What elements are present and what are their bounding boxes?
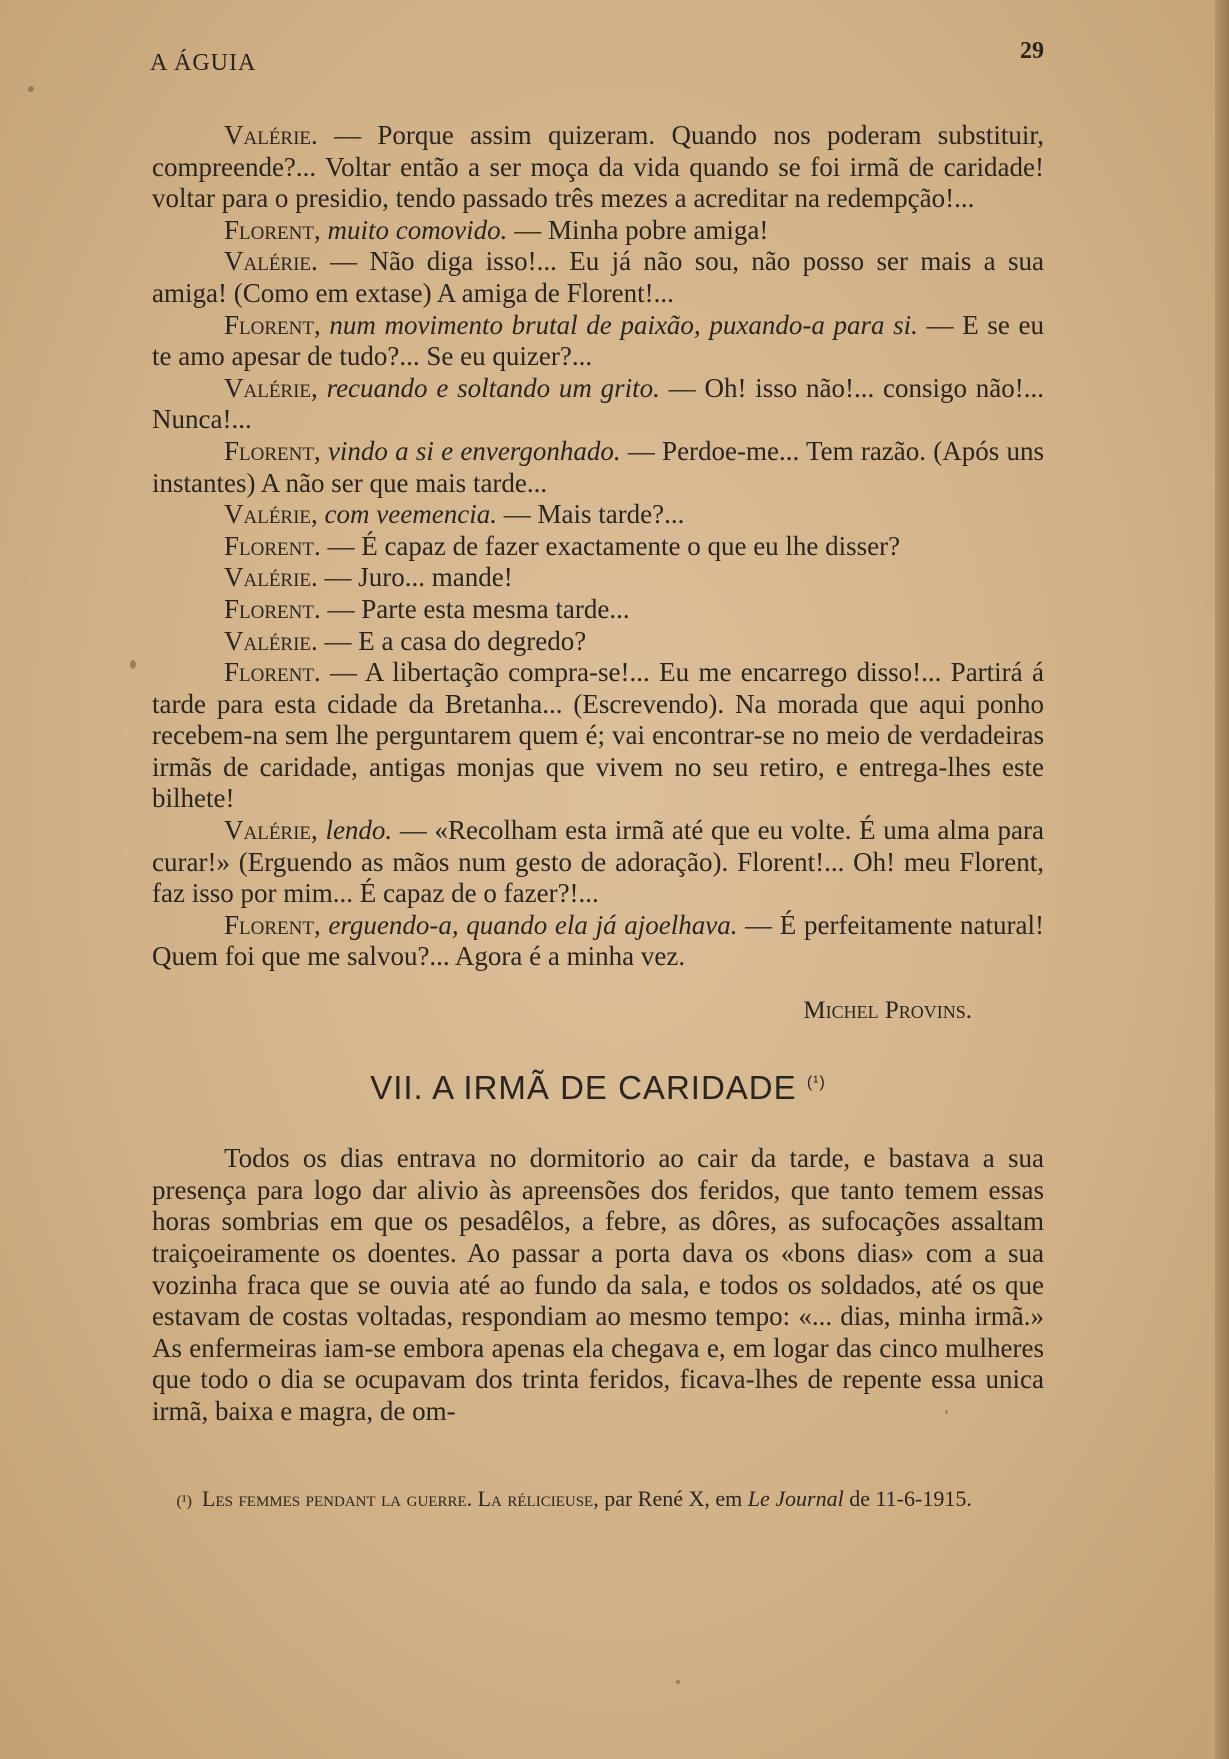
footnote-date: de 11-6-1915.	[843, 1485, 972, 1511]
page-body	[152, 120, 1044, 1517]
stage-direction: muito comovido.	[320, 214, 508, 245]
footnote-mark: (¹)	[176, 1492, 192, 1510]
dialogue-text: — Mais tarde?...	[496, 499, 685, 530]
dialogue-text: — É perfeitamente natural! Quem foi que me salvou?... Agora é a minha vez.	[152, 909, 1044, 972]
dialogue-line	[152, 499, 1044, 531]
stage-direction: com veemencia.	[317, 499, 497, 530]
stage-direction: vindo a si e envergonhado.	[320, 435, 621, 466]
footnote-journal: Le Journal	[747, 1485, 844, 1511]
dialogue-text: — «Recolham esta irmã até que eu volte. É uma alma para curar!» (Erguendo as mãos num gesto de adoração). Florent!... Oh! meu Florent, faz isso por mim... É capaz de o fazer?!...	[152, 815, 1044, 909]
paper-speck	[130, 660, 136, 669]
dialogue-text: — Perdoe-me... Tem razão. (Após uns instantes) A não ser que mais tarde...	[152, 435, 1044, 498]
stage-direction: lendo.	[317, 815, 393, 846]
dialogue-line	[152, 562, 1044, 594]
speaker-name: Valérie,	[224, 499, 318, 530]
dialogue-line	[152, 215, 1044, 247]
speaker-name: Florent,	[224, 909, 321, 940]
dialogue-line	[152, 815, 1044, 910]
dialogue-text: — Minha pobre amiga!	[507, 214, 769, 245]
running-head: A ÁGUIA	[150, 50, 257, 76]
speaker-name: Florent,	[224, 309, 321, 340]
speaker-name: Florent.	[224, 593, 321, 624]
dialogue-text: — Parte esta mesma tarde...	[320, 593, 630, 624]
stage-direction: num movimento brutal de paixão, puxando-a para si.	[320, 309, 918, 340]
page-number: 29	[1020, 38, 1044, 64]
dialogue-line	[152, 310, 1044, 373]
speaker-name: Valérie,	[224, 372, 318, 403]
speaker-name: Valérie.	[224, 562, 318, 593]
speaker-name: Valérie.	[224, 246, 318, 277]
dialogue-line	[152, 657, 1044, 815]
speaker-name: Florent.	[224, 530, 321, 561]
speaker-name: Valérie.	[224, 625, 318, 656]
speaker-name: Florent,	[224, 435, 321, 466]
page-header	[150, 38, 1044, 78]
section-title	[152, 1067, 1044, 1104]
dialogue-line	[152, 373, 1044, 436]
dialogue-text: — E a casa do degredo?	[317, 625, 587, 656]
dialogue-text: — A libertação compra-se!... Eu me encarrego disso!... Partirá á tarde para esta cidade da Bretanha... (Escrevendo). Na morada que aqui ponho recebem-na sem lhe perguntarem quem é; vai encontrar-se no meio de verdadeiras irmãs de caridade, antigas monjas que vivem no seu retiro, e entrega-lhes este bilhete!	[152, 657, 1044, 814]
speaker-name: Valérie.	[224, 120, 318, 150]
dialogue-line	[152, 120, 1044, 215]
footnote	[152, 1484, 1044, 1517]
dialogue-line	[152, 594, 1044, 626]
speaker-name: Florent,	[224, 214, 321, 245]
dialogue-line	[152, 436, 1044, 499]
dialogue-line	[152, 626, 1044, 658]
dialogue-block	[152, 120, 1044, 973]
footnote-title: Les femmes pendant la guerre. La rélicieuse,	[202, 1485, 599, 1511]
dialogue-text: — E se eu te amo apesar de tudo?... Se eu quizer?...	[152, 309, 1045, 372]
dialogue-text: — Porque assim quizeram. Quando nos poderam substituir, compreende?... Voltar então a ser moça da vida quando se foi irmã de caridade! voltar para o presidio, tendo passado três mezes a acreditar na redempção!...	[152, 120, 1044, 214]
paper-speck	[28, 86, 34, 92]
speaker-name: Florent.	[224, 657, 321, 688]
dialogue-line	[152, 531, 1044, 563]
paper-speck	[945, 1410, 948, 1414]
stage-direction: erguendo-a, quando ela já ajoelhava.	[320, 909, 738, 940]
dialogue-line	[152, 910, 1044, 973]
footnote-reference: (¹)	[806, 1073, 826, 1091]
author-signature: Michel Provins.	[803, 997, 972, 1025]
stage-direction: recuando e soltando um grito.	[317, 372, 660, 403]
dialogue-line	[152, 246, 1044, 309]
dialogue-text: — Oh! isso não!... consigo não!... Nunca!...	[152, 372, 1044, 435]
speaker-name: Valérie,	[224, 815, 318, 846]
dialogue-text: — Juro... mande!	[317, 562, 513, 593]
section-paragraph: Todos os dias entrava no dormitorio ao cair da tarde, e bastava a sua presença para logo dar alivio às apreensões dos feridos, que tanto temem essas horas sombrias em que os pesadêlos, a febre, as dôres, as sufocações assaltam traiçoeiramente os doentes. Ao passar a porta dava os «bons dias» com a sua vozinha fraca que se ouvia até ao fundo da sala, e todos os soldados, até os que estavam de costas voltadas, respondiam ao mesmo tempo: «... dias, minha irmã.» As enfermeiras iam-se embora apenas ela chegava e, em logar das cinco mulheres que todo o dia se ocupavam dos trinta feridos, ficava-lhes de repente essa unica irmã, baixa e magra, de om-	[152, 1143, 1044, 1426]
dialogue-text: — É capaz de fazer exactamente o que eu lhe disser?	[320, 530, 901, 561]
page-edge	[1215, 0, 1229, 1759]
section-title-text: VII. A IRMÃ DE CARIDADE	[370, 1068, 797, 1106]
footnote-author: par René X, em	[598, 1485, 748, 1511]
dialogue-text: — Não diga isso!... Eu já não sou, não posso ser mais a sua amiga! (Como em extase) A amiga de Florent!...	[152, 246, 1044, 308]
paper-speck	[676, 1680, 680, 1684]
